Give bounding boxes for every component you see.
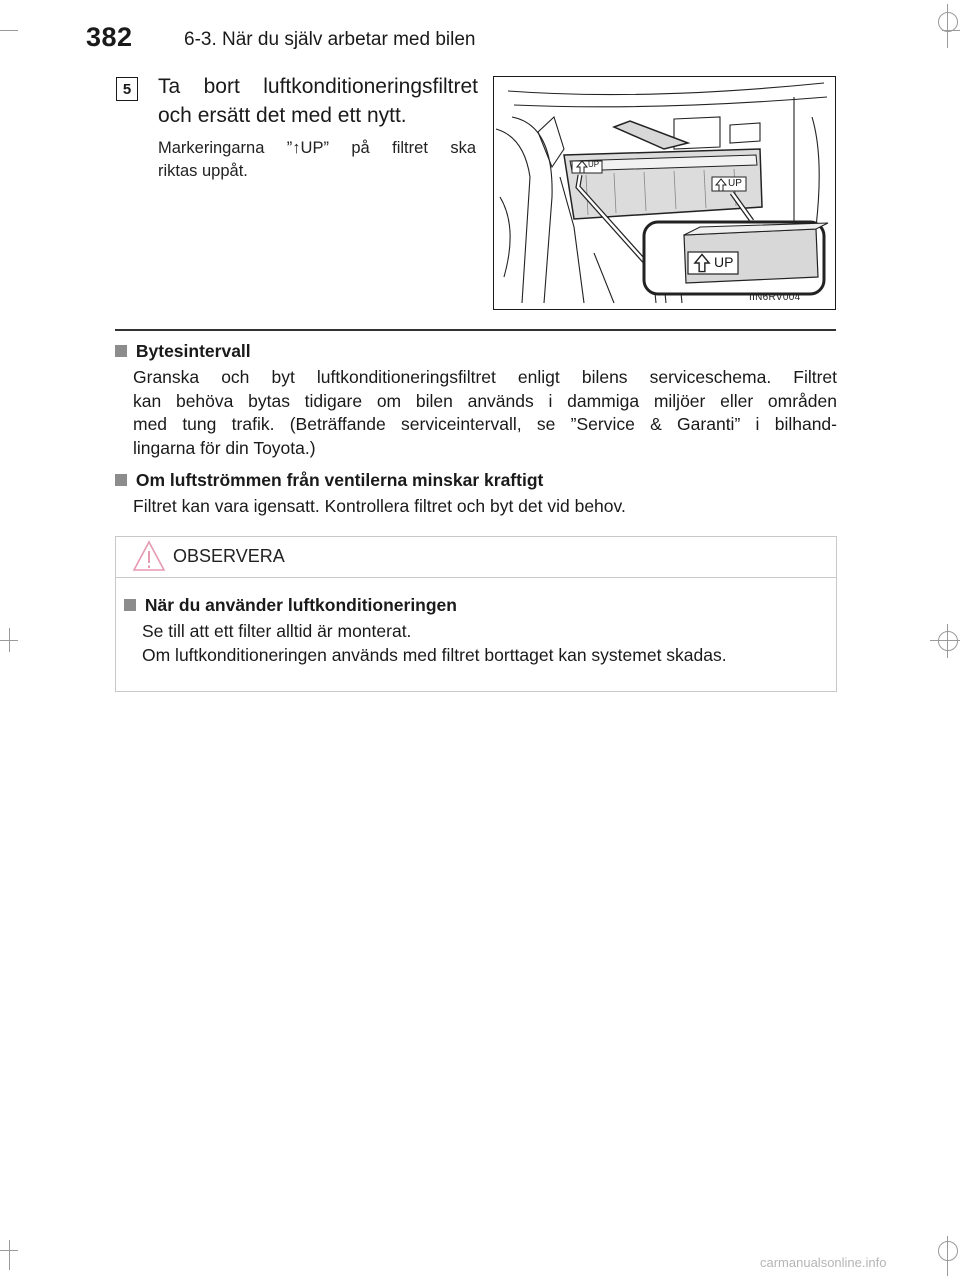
filter-drawing: [494, 77, 836, 310]
arrow-up-icon: [575, 160, 589, 174]
section-heading-text: Om luftströmmen från ventilerna minskar kraftigt: [135, 470, 544, 490]
square-bullet-icon: [115, 345, 127, 357]
notice-content: [124, 595, 830, 667]
crop-mark: [947, 1236, 948, 1276]
notice-title: OBSERVERA: [173, 546, 285, 566]
body-line: kan behöva bytas tidigare om bilen används i dammiga miljöer eller områden: [133, 390, 837, 411]
arrow-up-icon: [692, 253, 712, 273]
body-line: lingarna för din Toyota.): [133, 437, 316, 458]
warning-triangle-icon: [132, 540, 166, 572]
step-note-line: Markeringarna ”↑UP” på filtret ska: [158, 139, 476, 157]
square-bullet-icon: [124, 599, 136, 611]
registration-mark: [938, 1241, 958, 1261]
up-label-large: UP: [714, 254, 734, 270]
step-note-line: riktas uppåt.: [158, 162, 248, 180]
section-bytesintervall: [115, 341, 837, 460]
notice-heading: [124, 595, 830, 616]
notice-heading-text: När du använder luftkonditioneringen: [144, 595, 457, 615]
registration-mark: [938, 12, 958, 32]
step-note: [158, 137, 476, 183]
up-label-small: UP: [728, 178, 742, 189]
section-luftstrom: [115, 470, 837, 519]
notice-line: Se till att ett filter alltid är monterat.: [142, 621, 412, 641]
up-label-small: UP: [588, 160, 600, 169]
body-line: Filtret kan vara igensatt. Kontrollera filtret och byt det vid behov.: [133, 496, 626, 516]
illustration-code: IIN6RV004: [749, 292, 801, 303]
body-line: med tung trafik. (Beträffande serviceintervall, se ”Service & Garanti” i bilhand-: [133, 414, 837, 434]
crop-mark: [930, 640, 960, 641]
crop-mark: [9, 1240, 10, 1270]
square-bullet-icon: [115, 474, 127, 486]
crop-mark: [947, 624, 948, 658]
section-divider: [115, 329, 836, 331]
step-title: [158, 72, 478, 130]
notice-body: [142, 620, 830, 667]
section-heading: [115, 470, 837, 491]
step-number-badge: 5: [116, 77, 138, 101]
section-heading: [115, 341, 837, 362]
registration-mark: [938, 631, 958, 651]
arrow-up-icon: [714, 178, 728, 192]
crop-mark: [947, 4, 948, 48]
watermark: carmanualsonline.info: [760, 1255, 887, 1270]
crop-mark: [9, 628, 10, 652]
filter-illustration: [493, 76, 836, 310]
body-line: Granska och byt luftkonditioneringsfiltret enligt bilens serviceschema. Filtret: [133, 367, 837, 387]
step-title-line: och ersätt det med ett nytt.: [158, 104, 407, 127]
crop-mark: [0, 30, 18, 31]
section-heading-text: Bytesintervall: [135, 341, 251, 361]
notice-header: [116, 537, 836, 578]
notice-box: [115, 536, 837, 692]
page-number: 382: [86, 22, 133, 52]
section-title: 6-3. När du själv arbetar med bilen: [184, 29, 476, 50]
section-body: [133, 495, 837, 519]
step-title-line: Ta bort luftkonditioneringsfiltret: [158, 75, 478, 98]
section-body: [133, 366, 837, 460]
notice-line: Om luftkonditioneringen används med filtret borttaget kan systemet skadas.: [142, 644, 727, 665]
